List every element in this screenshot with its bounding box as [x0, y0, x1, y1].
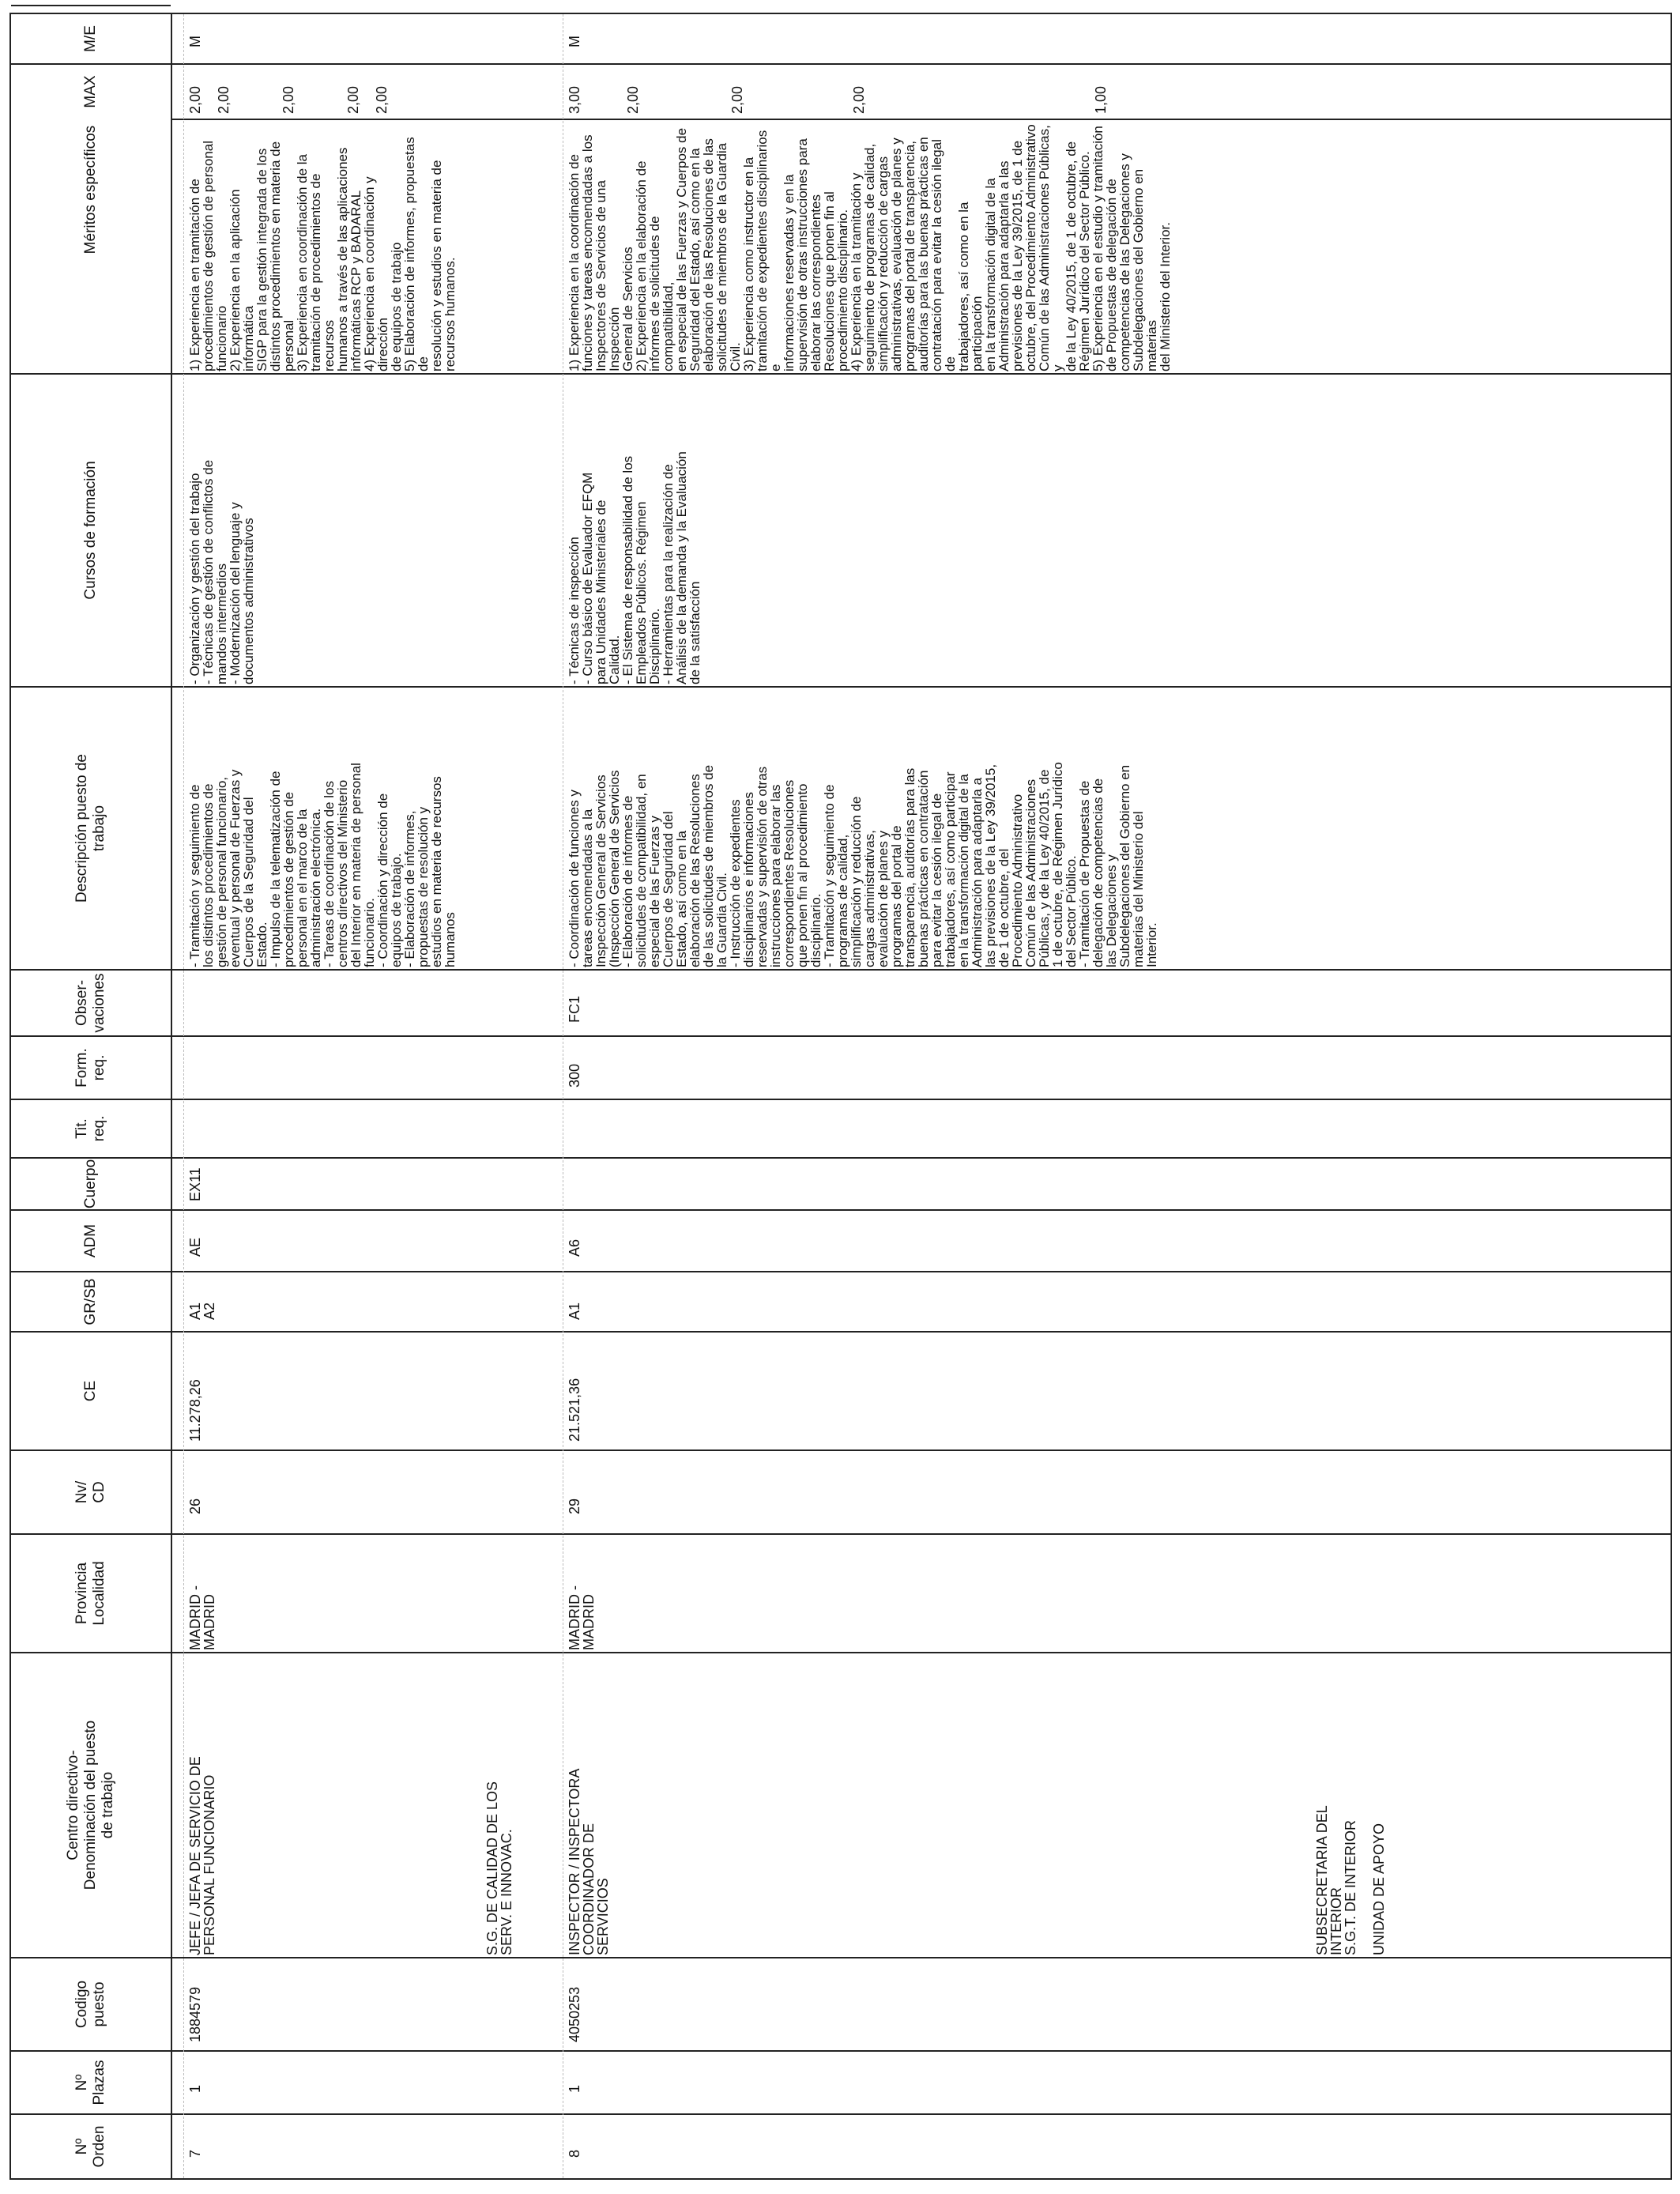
row7-max-1: 2,00 [187, 85, 203, 114]
row8-observaciones: FC1 [567, 995, 582, 1023]
col-line [172, 1331, 1671, 1333]
row8-max-3: 2,00 [729, 85, 745, 114]
header-plazas: Nº Plazas [11, 2050, 171, 2113]
col-line [172, 2050, 1671, 2052]
col-line [172, 1157, 1671, 1159]
header-grupo: GR/SB [11, 1271, 171, 1331]
header-provincia: Provincia Localidad [11, 1533, 171, 1652]
col-line [172, 686, 1671, 688]
col-line [172, 119, 1671, 120]
col-line [172, 1652, 1671, 1653]
row7-nivel: 26 [187, 1498, 203, 1514]
row7-plazas: 1 [187, 2084, 203, 2093]
header-meritos: Méritos específicos [11, 5, 171, 373]
row8-codigo: 4050253 [567, 1986, 582, 2042]
header-ce: CE [11, 1331, 171, 1449]
row8-centro: INSPECTOR / INSPECTORA COORDINADOR DE SERVICIOS [567, 1768, 611, 1955]
row7-me: M [187, 36, 203, 47]
header-adm: ADM [11, 1209, 171, 1271]
row8-formacion: 300 [567, 1063, 582, 1088]
col-line [172, 1271, 1671, 1272]
header-codigo: Codigo puesto [11, 1957, 171, 2050]
header-max: MAX [11, 63, 171, 119]
header-formacion: Form. req. [11, 1035, 171, 1099]
header-orden: Nº Orden [11, 2113, 171, 2178]
row7-max-3: 2,00 [281, 85, 296, 114]
row7-cuerpo: EX11 [187, 1167, 203, 1201]
row8-max-4: 2,00 [851, 85, 867, 114]
row8-ce: 21.521,36 [567, 1378, 582, 1442]
col-line [172, 1209, 1671, 1211]
row8-descripcion: - Coordinación de funciones y tareas encomendadas a la Inspección General de Servicios (Inspección General de Servicios - Elaboración de informes de solicitudes de compatibilidad, en especial de las Fuerzas y Cuerpos de Seguridad del Estado, así como en la elaboración de las Resoluciones de las solicitudes de miembros de la Guardia Civil. - Instrucción de expedientes disciplinarios e informaciones reservadas y supervisión de otras instrucciones para elaborar las correspondientes Resoluciones que ponen fin al procedimiento disciplinario. - Tramitación y seguimiento de programas de calidad, simplificación y reducción de cargas administrativas, evaluación de planes y programas del portal de transparencia, auditorías para las buenas prácticas en contratación para evitar la cesión ilegal de trabajadores, así como participar en la transformación digital de la Administración para adaptarla a las previsiones de la Ley 39/2015, de 1 de octubre, del Procedimiento Administrativo Común de las Administraciones Públicas, y de la Ley 40/2015, de 1 de octubre, de Régimen Jurídico del Sector Público. - Tramitación de Propuestas de delegación de competencias de las Delegaciones y Subdelegaciones del Gobierno en materias del Ministerio del Interior. [567, 762, 1159, 967]
row8-cursos: - Técnicas de inspección - Curso básico de Evaluador EFQM para Unidades Ministeriales de Calidad. - El Sistema de responsabilidad de los Empleados Públicos. Régimen Disciplinario. - Herramientas para la realización de Análisis de la demanda y la Evaluación de la satisfacción [567, 451, 703, 684]
row8-grupo: A1 [567, 1302, 582, 1320]
row7-adm: AE [187, 1237, 203, 1257]
row8-plazas: 1 [567, 2084, 582, 2093]
table-frame [9, 13, 1672, 2180]
row8-orden: 8 [567, 2149, 582, 2158]
row7-centro: JEFE / JEFA DE SERVICIO DE PERSONAL FUNCIONARIO [187, 1756, 217, 1955]
row8-max-1: 3,00 [567, 85, 582, 114]
col-line [172, 2113, 1671, 2115]
row7-codigo: 1884579 [187, 1986, 203, 2042]
row8-me: M [567, 36, 582, 47]
row8-provincia: MADRID - MADRID [567, 1585, 597, 1650]
row8-meritos: 1) Experiencia en la coordinación de funciones y tareas encomendadas a los Inspectores de Servicios de una Inspección General de Servicios 2) Experiencia en la elaboración de informes de solicitudes de compatibilidad, en especial de las Fuerzas y Cuerpos de Seguridad del Estado, así como en la elaboración de las Resoluciones de las solicitudes de miembros de la Guardia Civil. 3) Experiencia como instructor en la tramitación de expedientes disciplinarios e informaciones reservadas y en la supervisión de otras instrucciones para elaborar las correspondientes Resoluciones que ponen fin al procedimiento disciplinario. 4) Experiencia en la tramitación y seguimiento de programas de calidad, simplificación y reducción de cargas administrativas, evaluación de planes y programas del portal de transparencia, auditorías para las buenas prácticas en contratación para evitar la cesión ilegal de trabajadores, así como en la participación en la transformación digital de la Administración para adaptarla a las previsiones de la Ley 39/2015, de 1 de octubre, del Procedimiento Administrativo Común de las Administraciones Públicas, y de la Ley 40/2015, de 1 de octubre, de Régimen Jurídico del Sector Público. 5) Experiencia en el estudio y tramitación de Propuestas de delegación de competencias de las Delegaciones y Subdelegaciones del Gobierno en materias del Ministerio del Interior. [567, 124, 1173, 371]
header-divider [171, 14, 172, 2178]
row8-max-5: 1,00 [1093, 85, 1109, 114]
row7-orden: 7 [187, 2149, 203, 2158]
header-centro: Centro directivo- Denominación del puesto de trabajo [11, 1652, 171, 1957]
row8-nivel: 29 [567, 1498, 582, 1514]
header-nivel: Nv/ CD [11, 1449, 171, 1533]
row7-max-2: 2,00 [216, 85, 232, 114]
header-cuerpo: Cuerpo [11, 1157, 171, 1209]
header-cursos: Cursos de formación [11, 373, 171, 686]
footer-unit: SUBSECRETARIA DEL INTERIOR S.G.T. DE INTERIOR UNIDAD DE APOYO [1314, 1805, 1387, 1955]
col-line [172, 1957, 1671, 1958]
col-line [172, 1533, 1671, 1535]
row8-unidad: S.G. DE CALIDAD DE LOS SERV. E INNOVAC. [484, 1781, 514, 1955]
row7-max-4: 2,00 [345, 85, 361, 114]
row7-descripcion: - Tramitación y seguimiento de los distintos procedimientos de gestión de personal funcionario, eventual y personal de Fuerzas y Cuerpos de la Seguridad del Estado. - Impulso de la telematización de procedimientos de gestión de personal en el marco de la administración electrónica. - Tareas de coordinación de los centros directivos del Ministerio del Interior en materia de personal funcionario. - Coordinación y dirección de equipos de trabajo. - Elaboración de informes, propuestas de resolución y estudios en materia de recursos humanos [187, 763, 458, 967]
row7-grupo: A1 A2 [187, 1302, 217, 1320]
row8-adm: A6 [567, 1238, 582, 1257]
col-line [172, 373, 1671, 375]
row7-provincia: MADRID - MADRID [187, 1585, 217, 1650]
col-line [172, 969, 1671, 971]
header-titulacion: Tit. req. [11, 1099, 171, 1157]
col-line [172, 1449, 1671, 1451]
header-descripcion: Descripción puesto de trabajo [11, 686, 171, 969]
row7-max-5: 2,00 [374, 85, 390, 114]
row-separator [183, 14, 184, 2178]
header-me: M/E [82, 25, 99, 52]
col-line [172, 1035, 1671, 1037]
row8-max-2: 2,00 [625, 85, 641, 114]
row7-ce: 11.278,26 [187, 1379, 203, 1442]
row7-meritos: 1) Experiencia en tramitación de procedimientos de gestión de personal funcionario 2) Experiencia en la aplicación informática SIGP para la gestión integrada de los distintos procedimientos en materia de personal 3) Experiencia en coordinación de la tramitación de procedimientos de recursos humanos a través de las aplicaciones informáticas RCP y BADARAL 4) Experiencia en coordinación y dirección de equipos de trabajo 5) Elaboración de informes, propuestas de resolución y estudios en materia de recursos humanos. [187, 137, 458, 371]
row7-cursos: - Organización y gestión del trabajo - Técnicas de gestión de conflictos de mandos intermedios - Modernización del lenguaje y documentos administrativos [187, 459, 256, 684]
header-observaciones: Obser- vaciones [11, 969, 171, 1035]
col-line [172, 1099, 1671, 1100]
col-line [172, 63, 1671, 65]
